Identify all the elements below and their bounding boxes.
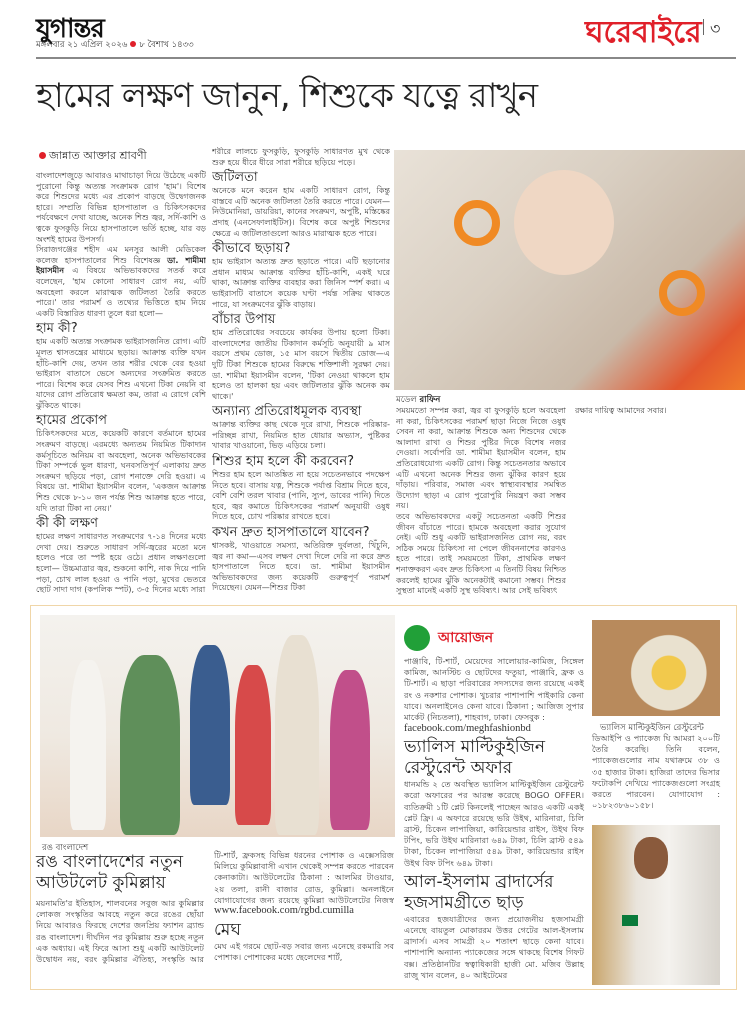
ad-text-cont: টি-শার্ট, ফ্রকসহ বিভিন্ন ধরনের পোশাক ও এক্সেসরিজ মিলিয়ে কুমিল্লাবাসী এখান থেকেই সম্পন্ন করতে পারবেন কেনাকাটা। আউটলেটের ঠিকানা : আলমির টাওয়ার, ২য় তলা, রানী বাজার রোড, কুমিল্লা। অনলাইনে যোগাযোগের জন্য রয়েছে কুমিল্লা আউটলেটের নিজস্ব [214,850,394,905]
photo-caption: রঙ বাংলাদেশ [42,843,89,853]
ad-text: ডিআইপি ও প্যাকেজ ঘি আমরা ২০০টি তৈরি করেছি। তিনি বলেন, প্যাকেজগুলোর নাম যথাক্রমে ৩৮ ও ৩৫ হাজার টাকা। হাজিরা তাদের ভিসার ফটোকপি দেখিয়ে প্যাকেজগুলো সংগ্রহ করতে পারবেন। যোগাযোগ : ০১৮২৩৮৬০১৫৮। [592,733,720,811]
rang-ad [36,852,204,964]
issue-date [36,38,194,52]
intro-paragraph: বাংলাদেশজুড়ে আবারও মাথাচাড়া দিয়ে উঠেছে একটি পুরোনো কিন্তু অত্যন্ত সংক্রামক রোগ 'হাম'। বিশেষ করে শিশুদের মধ্যে এর প্রকোপ বাড়ছে উদ্বেগজনক হারে। সম্প্রতি বিভিন্ন হাসপাতাল ও চিকিৎসকদের পর্যবেক্ষণে দেখা যাচ্ছে, অনেক শিশু জ্বর, সর্দি-কাশি ও ত্বকে ফুসকুড়ি নিয়ে হাসপাতালে ভর্তি হচ্ছে, যার বড় অংশই হামের উপসর্গ। [36,171,206,244]
ad-headline: আল-ইসলাম ব্রাদার্সের হজসামগ্রীতে ছাড় [404,871,554,913]
section-text: অনেকে মনে করেন হাম একটি সাধারণ রোগ, কিন্তু বাস্তবে এটি অনেক জটিলতা তৈরি করতে পারে। যেমন—নিউমোনিয়া, ডায়রিয়া, কানের সংক্রমণ, অপুষ্টি, মস্তিষ্কের প্রদাহ (এনসেফালাইটিস)। বিশেষ করে অপুষ্ট শিশুদের ক্ষেত্রে এ জটিলতাগুলো আরও মারাত্মক হতে পারে। [212,186,390,238]
food-photo [592,620,720,716]
ayojon-ad [404,625,584,981]
subheading: অন্যান্য প্রতিরোধমূলক ব্যবস্থা [212,404,362,420]
section-text: হাম প্রতিরোধের সবচেয়ে কার্যকর উপায় হলো টিকা। বাংলাদেশের জাতীয় টিকাদান কর্মসূচি অনুযায়ী ৯ মাস বয়সে প্রথম ডোজ, ১৫ মাস বয়সে দ্বিতীয় ডোজ—এ দুটি টিকা শিশুকে হামের বিরুদ্ধে শক্তিশালী সুরক্ষা দেয়। ডা. শামীমা ইয়াসমীন বলেন, 'টিকা নেওয়া থাকলে হাম হলেও তা হালকা হয় এবং জটিলতার ঝুঁকি অনেক কম থাকে।' [212,328,390,401]
ad-text: পাঞ্জাবি, টি-শার্ট, মেয়েদের সালোয়ার-কামিজ, সিঙ্গেল কামিজ, আনস্টিচ ও ছোটদের ফতুয়া, পাঞ্জাবি, ফ্রক ও টি-শার্ট। এ ছাড়া পরিবারের সদস্যদের জন্য রয়েছে একই রং ও নকশার পোশাক। খুচরার পাশাপাশি পাইকারি কেনা যাবে। অনলাইনেও কেনা যাবে। ঠিকানা ; আজিজ সুপার মার্কেট (নিচতলা), শাহবাগ, ঢাকা। ফেসবুক : [404,656,584,723]
section-text-continued: শরীরে লালচে ফুসকুড়ি, ফুসকুড়ি সাধারণত মুখ থেকে শুরু হয়ে ধীরে ধীরে সারা শরীরে ছড়িয়ে পড়ে। [212,147,390,167]
photo-caption: ভ্যালিস মাল্টিকুইজিন রেস্টুরেন্ট [600,723,704,733]
toy-ring [659,270,705,316]
byline: জান্নাত আক্তার শ্রাবণী [36,147,206,166]
ad-text: মেঘ এই গরমে ছোট-বড় সবার জন্য এনেছে রকমারি সব পোশাক। পোশাকের মধ্যে ছেলেদের শার্ট, [214,941,394,963]
section-text: শ্বাসকষ্ট, খাওয়াতে সমস্যা, অতিরিক্ত দুর্বলতা, খিঁচুনি, জ্বর না কমা—এসব লক্ষণ দেখা দিলে দেরি না করে দ্রুত হাসপাতালে নিতে হবে। ডা. শামীমা ইয়াসমীন অভিভাবকদের জন্য কয়েকটি গুরুত্বপূর্ণ পরামর্শ দিয়েছেন। যেমন—শিশুর টিকা [212,541,390,593]
subheading: হামের প্রকোপ [36,413,107,429]
subheading: কখন দ্রুত হাসপাতালে যাবেন? [212,525,370,541]
rang-ad-continued [214,850,394,963]
section-text: চিকিৎসকদের মতে, কয়েকটি কারণে বর্তমানে হামের সংক্রমণ বাড়ছে। এরমধ্যে অন্যতম নিয়মিত টিকাদান কর্মসূচিতে অনিয়ম বা অবহেলা, অনেক অভিভাবকের টিকা সম্পর্কে ভুল ধারণা, ঘনবসতিপূর্ণ এলাকায় দ্রুত সংক্রমণ ছড়িয়ে পড়া, রোগ শনাক্তে দেরি হওয়া। এ বিষয়ে ডা. শামীমা ইয়াসমীন বলেন, 'একজন আক্রান্ত শিশু থেকে ৮-১০ জন পর্যন্ত শিশু আক্রান্ত হতে পারে, যদি তারা টিকা না নেয়।' [36,429,206,513]
ad-headline: ভ্যালিস মাল্টিকুইজিন রেস্টুরেন্ট অফার [404,737,545,779]
facebook-link[interactable]: www.facebook.com/rgbd.cumilla [214,905,354,916]
subheading: কী কী লক্ষণ [36,516,98,532]
article-headline: হামের লক্ষণ জানুন, শিশুকে যত্নে রাখুন [36,76,538,116]
fashion-photo [40,615,395,837]
section-text: হাম একটি অত্যন্ত সংক্রামক ভাইরাসজনিত রোগ। এটি মূলত শ্বাসতন্ত্রের মাধ্যমে ছড়ায়। আক্রান্ত ব্যক্তি যখন হাঁচি-কাশি দেয়, তখন তার শরীর থেকে বের হওয়া ভাইরাস বাতাসে ভেসে অন্যদের সংক্রমিত করতে পারে। বিশেষ করে যেসব শিশু এখনো টিকা নেয়নি বা যাদের রোগ প্রতিরোধ ক্ষমতা কম, তারা এ রোগে বেশি ঝুঁকিতে থাকে। [36,337,206,410]
model-figure [235,665,271,825]
intro-paragraph-2: সিরাজগঞ্জের শহীদ এম মনসুর আলী মেডিকেল কলেজ হাসপাতালের শিশু বিশেষজ্ঞ ডা. শামীমা ইয়াসমীন এ বিষয়ে অভিভাবকদের সতর্ক করে বলেছেন, 'হাম কোনো সাধারণ রোগ নয়, এটি অবহেলা করলে মারাত্মক জটিলতা তৈরি করতে পারে।' তার পরামর্শ ও তথ্যের ভিত্তিতে হাম নিয়ে একটি বিস্তারিত ধারণা তুলে ধরা হলো— [36,245,206,318]
facebook-link[interactable]: facebook.com/meghfashionbd [404,723,531,735]
section-text: হাম ভাইরাস অত্যন্ত দ্রুত ছড়াতে পারে। এটি ছড়ানোর প্রধান মাধ্যম আক্রান্ত ব্যক্তির হাঁচি-কাশি, একই ঘরে থাকা, আক্রান্ত ব্যক্তির ব্যবহার করা জিনিস স্পর্শ করা। এ ভাইরাসটি বাতাসে কয়েক ঘণ্টা পর্যন্ত সক্রিয় থাকতে পারে, যা সংক্রমণের ঝুঁকি বাড়ায়। [212,257,390,309]
baby-photo [394,150,745,390]
article-column-3 [396,406,566,601]
ad-text: ময়নামতি'র ইতিহাস, শালবনের সবুজ আর কুমিল্লার লোকজ সংস্কৃতির আবহে নতুন করে রঙের ছোঁয়া নিয়ে আবারও ফিরছে দেশের জনপ্রিয় ফ্যাশন ব্র্যান্ড রঙ বাংলাদেশ। দীর্ঘদিন পর কুমিল্লায় শুরু হচ্ছে নতুন এক অধ্যায়। এই ফিরে আসা শুধু একটি আউটলেট উদ্বোধন নয়, বরং কুমিল্লার ঐতিহ্য, সংস্কৃতি আর [36,898,204,964]
model-figure [275,635,319,835]
header-divider [36,57,736,59]
subheading: শিশুর হাম হলে কী করবেন? [212,454,355,470]
bullet-icon [39,152,46,159]
section-text: আক্রান্ত ব্যক্তির কাছ থেকে দূরে রাখা, শিশুকে পরিষ্কার-পরিচ্ছন্ন রাখা, নিয়মিত হাত ধোয়ার অভ্যাস, পুষ্টিকর খাবার খাওয়ানো, ভিড় এড়িয়ে চলা। [212,420,390,451]
article-column-4 [575,406,745,601]
ayojon-logo: আয়োজন [404,625,584,651]
article-continuation-continued: রক্ষার দায়িত্ব আমাদের সবার। [575,406,667,415]
man-photo [592,825,720,985]
subheading: হাম কী? [36,321,78,337]
subheading: জটিলতা [212,170,258,186]
ad-headline: মেঘ [214,920,241,940]
flag-badge [622,915,638,926]
face [634,837,668,879]
article-column-2 [212,147,390,601]
article-column-1 [36,147,206,601]
subheading: বাঁচার উপায় [212,312,276,328]
logo-circle-icon [404,625,430,651]
article-continuation: সময়মতো সম্পন্ন করা, জ্বর বা ফুসকুড়ি হলে অবহেলা না করা, চিকিৎসকের পরামর্শ ছাড়া নিজে নিজে ওষুধ সেবন না করা, আক্রান্ত শিশুকে অন্য শিশুদের থেকে আলাদা রাখা ও শিশুর পুষ্টির দিকে বিশেষ নজর দেওয়া। সর্বোপরি ডা. শামীমা ইয়াসমীন বলেন, হাম প্রতিরোধযোগ্য একটি রোগ। কিন্তু সচেতনতার অভাবে এটি এখনো অনেক শিশুর জন্য ঝুঁকির কারণ হয়ে দাঁড়ায়। পরিবার, সমাজ এবং স্বাস্থ্যব্যবস্থার সমন্বিত উদ্যোগ ছাড়া এ রোগ পুরোপুরি নিয়ন্ত্রণ করা সম্ভব নয়। [396,406,566,511]
baby-face [514,170,614,275]
subheading: কীভাবে ছড়ায়? [212,241,291,257]
page-number: ৩ [710,16,720,43]
newspaper-logo: যুগান্তর [36,14,104,44]
model-figure [190,645,230,805]
date-gregorian: মঙ্গলবার ২১ এপ্রিল ২০২৬ [36,40,128,50]
toy-ring [454,200,500,246]
model-figure [120,655,180,835]
article-continuation: তবে অভিভাবকদের একটু সচেতনতা একটি শিশুর জীবন বাঁচাতে পারে। হামকে অবহেলা করার সুযোগ নেই। এটি শুধু একটি ভাইরাসজনিত রোগ নয়, বরং সঠিক সময়ে চিকিৎসা না পেলে জীবননাশের কারণও হতে পারে। তাই সময়মতো টিকা, প্রাথমিক লক্ষণ শনাক্তকরণ এবং দ্রুত চিকিৎসা এ তিনটি বিষয় নিশ্চিত করলেই হামের ঝুঁকি অনেকটাই কমানো সম্ভব। শিশুর সুস্থতা মানেই একটি সুস্থ ভবিষ্যৎ। আর সেই ভবিষ্যৎ [396,511,566,596]
ad-text: এবারের হজযাত্রীদের জন্য প্রয়োজনীয় হজসামগ্রী এনেছে বায়তুল মোকাররম উত্তর গেটের আল-ইসলাম ব্রাদার্স। এসব সামগ্রী ২০ শতাংশ ছাড়ে কেনা যাবে। পাশাপাশি অন্যান্য প্যাকেজের সঙ্গে থাকছে বিশেষ গিফট বক্স। প্রতিষ্ঠানটির স্বত্বাধিকারী হাজী মো. মজিব উল্লাহ রাজু খান বলেন, ৪০ আইটেমের [404,913,584,980]
section-text: শিশুর হাম হলে আতঙ্কিত না হয়ে সচেতনভাবে পদক্ষেপ নিতে হবে। বাসায় যত্ন, শিশুকে পর্যাপ্ত বিশ্রাম দিতে হবে, বেশি বেশি তরল খাবার (পানি, স্যুপ, ডাবের পানি) দিতে হবে, জ্বর কমাতে চিকিৎসকের পরামর্শ অনুযায়ী ওষুধ দিতে হবে, চোখ পরিষ্কার রাখতে হবে। [212,470,390,522]
model-figure [70,660,106,830]
section-logo: ঘরেবাইরে [585,15,702,50]
model-figure [330,670,370,830]
ad-text: ধানমন্ডি ২ তে অবস্থিত ভ্যালিস মাল্টিকুইজিন রেস্টুরেন্ট করো অফারের পর আরম্ভ করেছে BOGO OFFER। ব্যতিক্রমী ১টি প্লেট কিনলেই পাচ্ছেন আরও একটি একই প্লেট ফ্রি। এ অফারে রয়েছে ভরি উইথ, মারিনারা, চিলি ব্রাস্ট, চিকেন লাপাজিয়া, কারিয়েন্ডার রাইস, উইথ বিফ টপিং, ভরি উইথ মারিনারা ৬৪৯ টাকা, চিলি ব্রাস্ট ৫৪৯ টাকা, চিকেন লাপাজিয়া ৫৪৯ টাকা, কারিয়েন্ডার রাইস উইথ বিফ টপিং ৬৪৯ টাকা। [404,779,584,868]
bullet-icon [130,41,136,47]
date-bengali: ৮ বৈশাখ ১৪৩৩ [139,40,194,50]
ad-headline: রঙ বাংলাদেশের নতুন আউটলেট কুমিল্লায় [36,852,183,893]
section-text: হামের লক্ষণ সাধারণত সংক্রমণের ৭-১৪ দিনের মধ্যে দেখা দেয়। শুরুতে সাধারণ সর্দি-জ্বরের মতো মনে হলেও পরে তা স্পষ্ট হয়ে ওঠে। প্রধান লক্ষণগুলো হলো— উচ্চমাত্রার জ্বর, শুকনো কাশি, নাক দিয়ে পানি পড়া, চোখ লাল হওয়া ও পানি পড়া, মুখের ভেতরে ছোট সাদা দাগ (কপলিক স্পট), ৩-৫ দিনের মধ্যে সারা [36,532,206,595]
photo-caption: মডেল রাফিন [396,395,441,405]
